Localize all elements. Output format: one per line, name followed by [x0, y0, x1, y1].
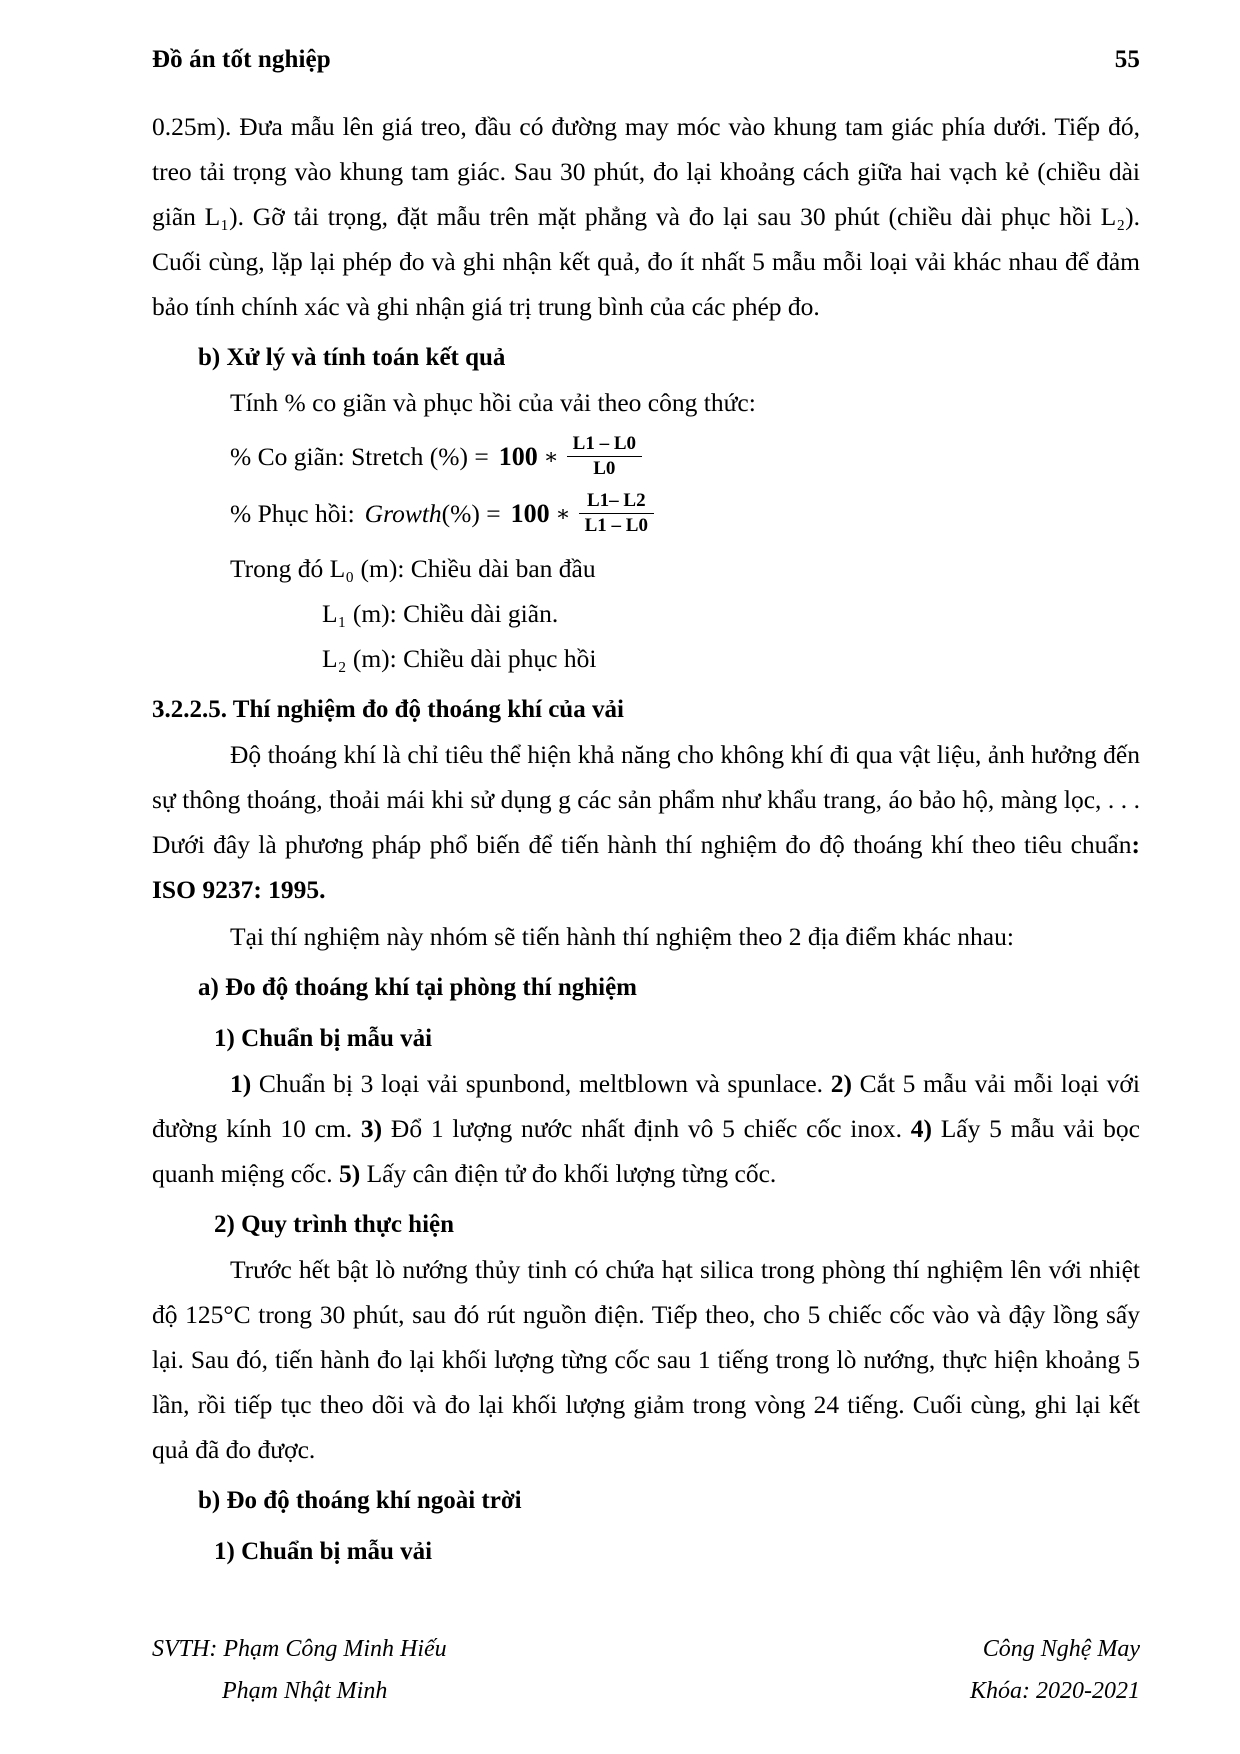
step-text: Cắt 5 mẫu vải mỗi loại với đường kính 10 cm. [152, 1069, 1141, 1144]
formula-growth-label-suffix: (%) = [441, 498, 501, 528]
paragraph-intro: 0.25m). Đưa mẫu lên giá treo, đầu có đường may móc vào khung tam giác phía dưới. Tiếp đó, treo tải trọng vào khung tam giác. Sau 30 phút, đo lại khoảng cách giữa hai vạch kẻ (chiều dài giãn L₁). Gỡ tải trọng, đặt mẫu trên mặt phẳng và đo lại sau 30 phút (chiều dài phục hồi L₂). Cuối cùng, lặp lại phép đo và ghi nhận kết quả, đo ít nhất 5 mẫu mỗi loại vải khác nhau để đảm bảo tính chính xác và ghi nhận giá trị trung bình của các phép đo. [152, 112, 1140, 321]
heading-xu-ly-tinh-toan: b) Xử lý và tính toán kết quả [198, 344, 506, 371]
heading-b-ngoai-troi: b) Đo độ thoáng khí ngoài trời [198, 1487, 522, 1515]
paragraph-dia-diem: Tại thí nghiệm này nhóm sẽ tiến hành thí nghiệm theo 2 địa điểm khác nhau: [230, 922, 1014, 952]
paragraph-do-thoang-khi-text: Độ thoáng khí là chỉ tiêu thể hiện khả năng cho không khí đi qua vật liệu, ảnh hưởng đến sự thông thoáng, thoải mái khi sử dụng g các sản phẩm như khẩu trang, áo bảo hộ, màng lọc, . . . Dưới đây là phương pháp phổ biến để tiến hành thí nghiệm đo độ thoáng khí theo tiêu chuẩn [152, 740, 1140, 860]
paragraph-quy-trinh: Trước hết bật lò nướng thủy tinh có chứa hạt silica trong phòng thí nghiệm lên với nhiệt độ 125°C trong 30 phút, sau đó rút nguồn điện. Tiếp theo, cho 5 chiếc cốc vào và đậy lồng sấy lại. Sau đó, tiến hành đo lại khối lượng từng cốc sau 1 tiếng trong lò nướng, thực hiện khoảng 5 lần, rồi tiếp tục theo dõi và đo lại khối lượng giảm trong vòng 24 tiếng. Cuối cùng, ghi lại kết quả đã đo được. [152, 1255, 1140, 1465]
definition-l0: Trong đó L₀ (m): Chiều dài ban đầu [230, 554, 596, 584]
paragraph-tinh-phan-tram: Tính % co giãn và phục hồi của vải theo công thức: [230, 388, 756, 417]
formula-stretch-label: % Co giãn: Stretch (%) = [230, 441, 489, 471]
page-header [152, 46, 1140, 74]
step-number: 2) [830, 1069, 852, 1099]
formula-growth-numerator: L1– L2 [586, 489, 646, 511]
heading-section-3-2-2-5: 3.2.2.5. Thí nghiệm đo độ thoáng khí của vải [152, 696, 624, 724]
formula-stretch-operator: ∗ [543, 443, 559, 469]
step-text: Chuẩn bị 3 loại vải spunbond, meltblown và spunlace. [251, 1069, 831, 1099]
footer-author-line1: SVTH: Phạm Công Minh Hiếu [152, 1636, 447, 1662]
heading-1-chuan-bi-mau-vai-2: 1) Chuẩn bị mẫu vải [214, 1538, 433, 1566]
step-text: Đổ 1 lượng nước nhất định vô 5 chiếc cốc inox. [382, 1114, 911, 1144]
formula-stretch-numerator: L1 – L0 [572, 433, 637, 454]
step-number: 1) [230, 1069, 252, 1099]
formula-stretch-denominator: L0 [567, 456, 642, 480]
footer-author-line2: Phạm Nhật Minh [222, 1678, 388, 1704]
step-number: 3) [360, 1114, 383, 1144]
formula-stretch-coefficient: 100 [498, 441, 538, 471]
step-number: 5) [338, 1159, 361, 1189]
step-text: Lấy 5 mẫu vải bọc quanh miệng cốc. [152, 1114, 1140, 1189]
paragraph-do-thoang-khi [152, 732, 1140, 912]
formula-growth-label-prefix: % Phục hồi: [230, 498, 355, 528]
document-title: Đồ án tốt nghiệp [152, 46, 331, 73]
heading-2-quy-trinh-thuc-hien: 2) Quy trình thực hiện [214, 1211, 455, 1239]
step-number: 4) [910, 1114, 932, 1144]
definition-l1: L₁ (m): Chiều dài giãn. [322, 599, 559, 629]
formula-growth [152, 490, 1140, 537]
formula-stretch [152, 433, 1140, 480]
page-footer [152, 1628, 1140, 1712]
formula-stretch-fraction [567, 433, 642, 480]
footer-row-second [152, 1670, 1140, 1712]
steps-list-inline [152, 1061, 1140, 1196]
formula-growth-denominator: L1 – L0 [579, 513, 654, 537]
standard-iso-label: : ISO 9237: 1995. [152, 830, 1140, 905]
heading-a-phong-thi-nghiem: a) Đo độ thoáng khí tại phòng thí nghiệm [198, 974, 638, 1002]
page-number: 55 [1114, 46, 1140, 73]
definition-l2: L₂ (m): Chiều dài phục hồi [322, 644, 597, 674]
footer-course: Khóa: 2020-2021 [970, 1678, 1140, 1704]
footer-major: Công Nghệ May [982, 1636, 1140, 1662]
heading-1-chuan-bi-mau-vai: 1) Chuẩn bị mẫu vải [214, 1025, 433, 1053]
formula-growth-coefficient: 100 [510, 498, 550, 528]
formula-growth-label-italic: Growth [364, 498, 442, 528]
footer-row-first [152, 1628, 1140, 1670]
formula-growth-operator: ∗ [555, 500, 571, 526]
formula-growth-fraction [579, 490, 654, 537]
step-text: Lấy cân điện tử đo khối lượng từng cốc. [360, 1159, 777, 1189]
